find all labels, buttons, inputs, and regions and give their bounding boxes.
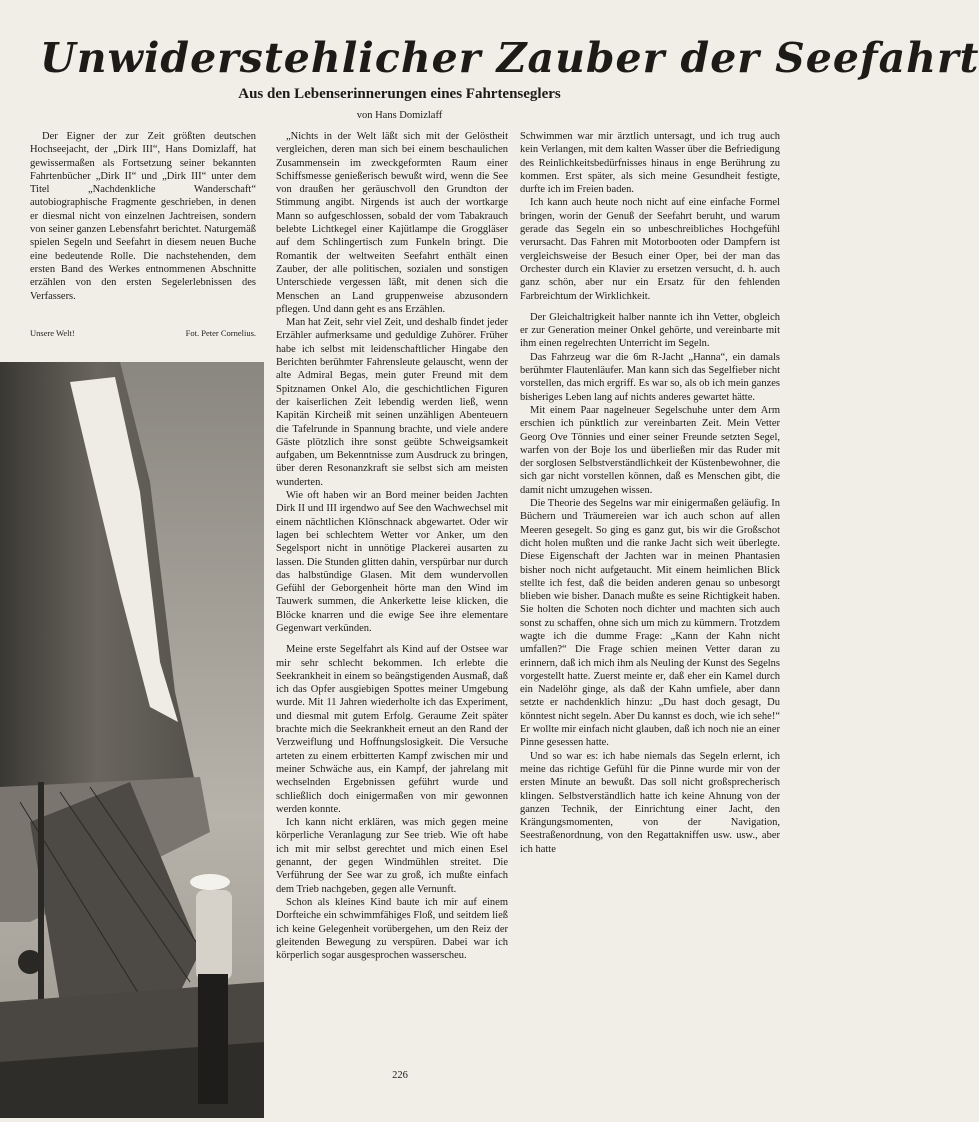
- article-title: Unwiderstehlicher Zauber der Seefahrt: [40, 34, 979, 82]
- paragraph: Mit einem Paar nagelneuer Segelschuhe unter dem Arm erschien ich pünktlich zur vereinbarten Zeit. Mein Vetter Georg Ove Tönnies und einer seiner Freunde setzten Segel, warfen von der Boje los und überließen mir das Ruder mit der sorglosen Selbstverständlichkeit der Küstenbewohner, die sich gar nicht vorstellen können, daß es Menschen gibt, die damit nicht umzugehen wissen.: [520, 404, 780, 496]
- paragraph: Die Theorie des Segelns war mir einigermaßen geläufig. In Büchern und Träumereien war ich auch schon auf allen Meeren gesegelt. So ging es ganz gut, bis wir die Großschot dicht holen mußten und die ranke Jacht sich weit überlegte. Diese Eigenschaft der Jachten war in meinen Phantasien bisher noch nicht aufgetaucht. Mit einem heimlichen Blick stellte ich fest, daß die beiden anderen genau so unbesorgt blieben wie bisher. Danach mußte es seine Richtigkeit haben. Sie holten die Schoten noch dichter und machten sich auch sonst zu schaffen, ohne sich um mich zu kümmern. Trotzdem wagte ich die dumme Frage: „Kann der Kahn nicht umfallen?“ Die Frage schien meinen Vetter daran zu erinnern, daß ich mich ihm als Neuling der Kunst des Segelns vorgestellt hatte. Zuerst meinte er, daß eher ein Kamel durch ein Nadelöhr ginge, als daß der Kahn umfiele, aber dann setzte er nachdenklich hinzu: „Du hast doch gesagt, Du könntest nicht segeln. Aber Du kannst es doch, wie ich sehe!“ Er wollte mir einfach nicht glauben, daß ich noch nie an einer Pinne gesessen hatte.: [520, 498, 780, 749]
- intro-paragraph: [30, 130, 256, 308]
- paragraph: Und so war es: ich habe niemals das Segeln erlernt, ich meine das richtige Gefühl für die Pinne wurde mir von der ersten Minute an bewußt. Das soll nicht großsprecherisch klingen. Selbstverständlich hatte ich keine Ahnung von der ganzen Technik, der Einrichtung einer Jacht, den Krängungsmomenten, von der Navigation, Seestraßenordnung, von den Regattakniffen usw. usw., aber ich hatte: [520, 750, 780, 855]
- text-column-middle: [276, 130, 508, 1060]
- paragraph: Wie oft haben wir an Bord meiner beiden Jachten Dirk II und III irgendwo auf See den Wachwechsel mit einem nächtlichen Klönschnack abgewartet. Oder wir lagen bei schlechtem Wetter vor Anker, um den Segelsport nicht in unnötige Plackerei ausarten zu lassen. Die Stunden glitten dahin, verspürbar nur durch das halbstündige Glasen. Mit dem wundervollen Gefühl der Geborgenheit hörte man den Wind im Tauwerk summen, die Ankerkette leise klicken, die Blöcke knarren und die ewige See ihre elementare Gegenwart verkünden.: [276, 490, 508, 634]
- text-column-right: [520, 130, 780, 1062]
- paragraph: Ich kann auch heute noch nicht auf eine einfache Formel bringen, worin der Genuß der Seefahrt beruht, und warum gerade das Segeln ein so unbeschreibliches Hochgefühl verursacht. Das Fahren mit Motorbooten oder Dampfern ist vergleichsweise der Besuch einer Oper, bei der man das Orchester durch ein Klavier zu ersetzen versucht, d. h. auch ganz schön, aber nur ein Ersatz für den fehlenden Farbreichtum der Wirklichkeit.: [520, 197, 780, 302]
- sailing-photo: [0, 362, 264, 1118]
- paragraph: Schwimmen war mir ärztlich untersagt, und ich trug auch kein Verlangen, mit dem kalten Wasser über die Befriedigung des Reinlichkeitsbedürfnisses hinaus in enge Berührung zu kommen. Erst später, als sich meine Gesundheit festigte, durfte ich im Freien baden.: [520, 131, 780, 196]
- caption-title: Unsere Welt!: [30, 328, 75, 338]
- paragraph: Der Gleichaltrigkeit halber nannte ich ihn Vetter, obgleich er zur Generation meiner Onkel gehörte, und vereinbarte mit ihm einen regelrechten Unterricht im Segeln.: [520, 311, 780, 350]
- paragraph: „Nichts in der Welt läßt sich mit der Gelöstheit vergleichen, deren man sich bei einem beschaulichen Zusammensein im zweckgeformten Raum einer Schiffsmesse genießerisch bewußt wird, wenn die See von draußen her geräuschvoll den Grundton der Stimmung angibt. Nirgends ist auch der wortkarge Mann so aufgeschlossen, sobald der vom Tabakrauch belebte Lichtkegel einer Kajütlampe die Groggläser auf dem Schlingertisch zum Funkeln bringt. Die Romantik der weltweiten Seefahrt enthält einen Zauber, der alle politischen, sozialen und sonstigen Unterschiede vergessen läßt, mit denen sich die Menschen an Land gruppenweise abzusondern pflegen. Und dann geht es ans Erzählen.: [276, 131, 508, 315]
- paragraph: Schon als kleines Kind baute ich mir auf einem Dorfteiche ein schwimmfähiges Floß, und seitdem ließ ich keine Gelegenheit vorübergehen, um den Reiz der gleitenden Bewegung zu verspüren. Dabei war ich körperlich sogar ausgesprochen wasserscheu.: [276, 896, 508, 962]
- caption-credit: Fot. Peter Cornelius.: [185, 328, 256, 338]
- photo-caption: [30, 328, 256, 338]
- paragraph: Das Fahrzeug war die 6m R-Jacht „Hanna“, ein damals berühmter Flautenläufer. Man kann sich das Segelfieber nicht vorstellen, das mich ergriff. Es war so, als ob ich mein ganzes bisheriges Leben lang auf nichts anderes gewartet hätte.: [520, 351, 780, 403]
- intro-text: Der Eigner der zur Zeit größten deutschen Hochseejacht, der „Dirk III“, Hans Domizlaff, hat gewissermaßen als Fortsetzung seiner bekannten Fahrtenbücher „Dirk II“ und „Dirk III“ unter dem Titel „Nachdenkliche Wanderschaft“ autobiographische Fragmente geschrieben, in denen er diesmal nicht von einzelnen Jachtreisen, sondern von seiner ganzen Lebensfahrt berichtet. Naturgemäß spielen Segeln und Seefahrt in diesem neuen Buche eine bedeutende Rolle. Die nachstehenden, dem ersten Band des Werkes entnommenen Abschnitte erzählen von den ersten Segelerlebnissen des Verfassers.: [30, 131, 256, 302]
- article-subtitle: Aus den Lebenserinnerungen eines Fahrtenseglers: [238, 86, 561, 102]
- article-byline: von Hans Domizlaff: [356, 110, 443, 121]
- paragraph: Ich kann nicht erklären, was mich gegen meine körperliche Veranlagung zur See trieb. Wie oft habe ich mit mir selbst gerechtet und mich einen Esel genannt, der gegen Windmühlen streitet. Die Verführung der See war zu groß, ich mußte einfach dem Trieb nachgeben, gegen alle Vernunft.: [276, 817, 508, 895]
- paragraph: Man hat Zeit, sehr viel Zeit, und deshalb findet jeder Erzähler aufmerksame und geduldige Zuhörer. Früher habe ich selbst mit leidenschaftlicher Hingabe den Berichten berühmter Fahrensleute gelauscht, wenn der alte Admiral Begas, mein guter Freund mit dem Spitznamen Onkel Alo, die geschichtlichen Figuren der kaiserlichen Zeit lebendig werden ließ, wenn Kapitän Kircheiß mit seinen unzähligen Abenteuern die Tafelrunde in Spannung brachte, und viele andere Gäste plötzlich ihre sonst geübte Schweigsamkeit aufgaben, um Bekenntnisse zum Ausdruck zu bringen, über deren Resonanzkraft sie selbst sich am meisten wunderten.: [276, 317, 508, 488]
- page-number: 226: [392, 1070, 408, 1081]
- paragraph: Meine erste Segelfahrt als Kind auf der Ostsee war mir sehr schlecht bekommen. Ich erlebte die Seekrankheit in einem so beängstigenden Ausmaß, daß ich das Opfer ausgiebigen Spottes meiner Umgebung wurde. Mit 11 Jahren wiederholte ich das Experiment, und diesmal mit gutem Erfolg. Geraume Zeit später brachte mich die Seekrankheit erneut an den Rand der Verzweiflung und Hoffnungslosigkeit. Die Versuche arteten zu einem erbitterten Kampf zwischen mir und meiner Schwäche aus, ein Kampf, der jahrelang mit wechselnden Ergebnissen geführt wurde und schließlich doch einigermaßen von mir gewonnen werden konnte.: [276, 644, 508, 815]
